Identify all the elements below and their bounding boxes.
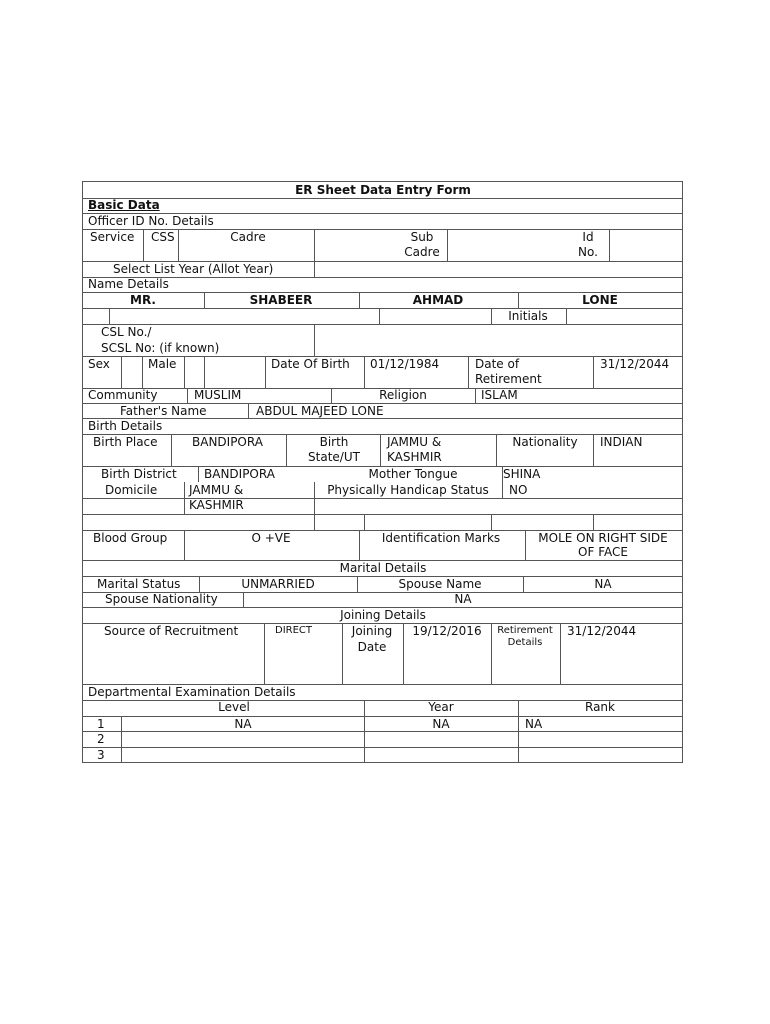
birth-state-value[interactable]: JAMMU &: [387, 435, 442, 449]
year-header: Year: [428, 700, 454, 714]
col-divider: [314, 482, 315, 514]
dob-value[interactable]: 01/12/1984: [370, 357, 440, 371]
marital-status-label: Marital Status: [97, 577, 181, 591]
mother-tongue-value[interactable]: SHINA: [503, 467, 541, 481]
father-name-value[interactable]: ABDUL MAJEED LONE: [256, 404, 384, 418]
col-divider: [560, 623, 561, 684]
col-divider: [143, 229, 144, 261]
csl-no-label: CSL No./: [101, 325, 152, 339]
name-title[interactable]: MR.: [130, 293, 156, 307]
col-divider: [518, 700, 519, 762]
exam-row-rank[interactable]: NA: [525, 717, 543, 731]
nationality-label: Nationality: [512, 435, 578, 449]
col-divider: [184, 482, 185, 514]
col-divider: [525, 530, 526, 560]
col-divider: [178, 229, 179, 261]
col-divider: [593, 514, 594, 530]
officer-id-details-label: Officer ID No. Details: [88, 214, 214, 228]
col-divider: [357, 576, 358, 592]
domicile-value-2[interactable]: KASHMIR: [189, 498, 244, 512]
col-divider: [314, 514, 315, 530]
id-marks-value[interactable]: MOLE ON RIGHT SIDE: [538, 531, 668, 545]
exam-row-no: 3: [97, 748, 105, 762]
col-divider: [264, 623, 265, 684]
col-divider: [204, 356, 205, 388]
col-divider: [491, 514, 492, 530]
col-divider: [364, 514, 365, 530]
id-no-label-2: No.: [578, 245, 598, 259]
dor-value[interactable]: 31/12/2044: [600, 357, 670, 371]
birth-district-label: Birth District: [101, 467, 177, 481]
sex-label: Sex: [88, 357, 110, 371]
col-divider: [171, 434, 172, 466]
level-header: Level: [218, 700, 250, 714]
birth-place-value[interactable]: BANDIPORA: [192, 435, 263, 449]
col-divider: [593, 356, 594, 388]
spouse-name-value[interactable]: NA: [594, 577, 612, 591]
id-marks-value-2[interactable]: OF FACE: [578, 545, 628, 559]
joining-date-label: Joining: [351, 624, 393, 638]
community-value[interactable]: MUSLIM: [194, 388, 242, 402]
col-divider: [121, 356, 122, 388]
exam-row-no: 1: [97, 717, 105, 731]
source-recruitment-label: Source of Recruitment: [104, 624, 239, 638]
col-divider: [314, 324, 315, 356]
sub-cadre-label-2: Cadre: [404, 245, 440, 259]
row-divider: [83, 498, 682, 499]
col-divider: [184, 356, 185, 388]
section-joining-details: Joining Details: [340, 608, 426, 622]
birth-state-label-2: State/UT: [308, 450, 360, 464]
col-divider: [593, 434, 594, 466]
col-divider: [331, 388, 332, 403]
form-title: ER Sheet Data Entry Form: [295, 183, 471, 197]
id-marks-label: Identification Marks: [381, 531, 501, 545]
service-label: Service: [90, 230, 135, 244]
col-divider: [109, 308, 110, 324]
col-divider: [204, 292, 205, 308]
dept-exam-label: Departmental Examination Details: [88, 685, 296, 699]
dob-label: Date Of Birth: [271, 357, 350, 371]
id-no-label: Id: [582, 230, 594, 244]
col-divider: [184, 530, 185, 560]
er-sheet-form: [82, 181, 683, 763]
name-details-label: Name Details: [88, 277, 169, 291]
source-recruitment-value[interactable]: DIRECT: [275, 625, 313, 636]
joining-date-value[interactable]: 19/12/2016: [412, 624, 482, 638]
col-divider: [491, 623, 492, 684]
row-divider: [83, 747, 682, 748]
col-divider: [199, 576, 200, 592]
marital-status-value[interactable]: UNMARRIED: [241, 577, 315, 591]
domicile-value[interactable]: JAMMU &: [189, 483, 244, 497]
section-marital-details: Marital Details: [339, 561, 427, 575]
col-divider: [468, 356, 469, 388]
col-divider: [403, 623, 404, 684]
col-divider: [364, 356, 365, 388]
birth-place-label: Birth Place: [93, 435, 158, 449]
spouse-name-label: Spouse Name: [398, 577, 482, 591]
row-divider: [83, 198, 682, 199]
rank-header: Rank: [585, 700, 615, 714]
birth-state-value-2[interactable]: KASHMIR: [387, 450, 442, 464]
service-value[interactable]: CSS: [151, 230, 175, 244]
birth-state-label: Birth: [319, 435, 349, 449]
first-name[interactable]: SHABEER: [249, 293, 313, 307]
row-divider: [83, 277, 682, 278]
col-divider: [187, 388, 188, 403]
col-divider: [379, 308, 380, 324]
religion-value[interactable]: ISLAM: [481, 388, 518, 402]
select-list-year-label: Select List Year (Allot Year): [113, 262, 274, 276]
initials-label: Initials: [508, 309, 548, 323]
middle-name[interactable]: AHMAD: [412, 293, 464, 307]
sex-value[interactable]: Male: [148, 357, 177, 371]
col-divider: [243, 592, 244, 607]
community-label: Community: [88, 388, 158, 402]
nationality-value[interactable]: INDIAN: [600, 435, 643, 449]
handicap-label: Physically Handicap Status: [327, 483, 489, 497]
blood-group-label: Blood Group: [93, 531, 168, 545]
exam-row-level[interactable]: NA: [234, 717, 252, 731]
birth-details-label: Birth Details: [88, 419, 163, 433]
joining-date-label-2: Date: [357, 640, 387, 654]
mother-tongue-label: Mother Tongue: [368, 467, 458, 481]
retirement-details-label: Retirement: [497, 625, 553, 636]
spouse-nationality-label: Spouse Nationality: [105, 592, 218, 606]
col-divider: [121, 716, 122, 762]
domicile-label: Domicile: [105, 483, 158, 497]
blood-group-value[interactable]: O +VE: [251, 531, 291, 545]
col-divider: [265, 356, 266, 388]
section-basic-data: Basic Data: [88, 198, 160, 212]
col-divider: [491, 308, 492, 324]
exam-row-year[interactable]: NA: [432, 717, 450, 731]
col-divider: [447, 229, 448, 261]
col-divider: [248, 403, 249, 418]
col-divider: [286, 434, 287, 466]
cadre-label: Cadre: [230, 230, 266, 244]
dor-label-2: Retirement: [475, 372, 542, 386]
col-divider: [364, 700, 365, 762]
sub-cadre-label: Sub: [410, 230, 434, 244]
col-divider: [359, 530, 360, 560]
handicap-value[interactable]: NO: [509, 483, 528, 497]
col-divider: [198, 466, 199, 482]
col-divider: [496, 434, 497, 466]
row-divider: [83, 716, 682, 717]
father-name-label: Father's Name: [120, 404, 207, 418]
col-divider: [359, 292, 360, 308]
spouse-nationality-value[interactable]: NA: [454, 592, 472, 606]
row-divider: [83, 308, 682, 309]
row-divider: [83, 731, 682, 732]
dor-label: Date of: [475, 357, 520, 371]
retirement-details-label-2: Details: [507, 637, 543, 648]
col-divider: [566, 308, 567, 324]
row-divider: [83, 324, 682, 325]
col-divider: [523, 576, 524, 592]
col-divider: [314, 229, 315, 277]
last-name[interactable]: LONE: [582, 293, 618, 307]
religion-label: Religion: [379, 388, 427, 402]
col-divider: [342, 623, 343, 684]
scsl-no-label: SCSL No: (if known): [101, 341, 220, 355]
col-divider: [142, 356, 143, 388]
exam-row-no: 2: [97, 732, 105, 746]
birth-district-value[interactable]: BANDIPORA: [204, 467, 275, 481]
col-divider: [518, 292, 519, 308]
retirement-value[interactable]: 31/12/2044: [567, 624, 637, 638]
col-divider: [475, 388, 476, 403]
col-divider: [380, 434, 381, 466]
col-divider: [609, 229, 610, 261]
